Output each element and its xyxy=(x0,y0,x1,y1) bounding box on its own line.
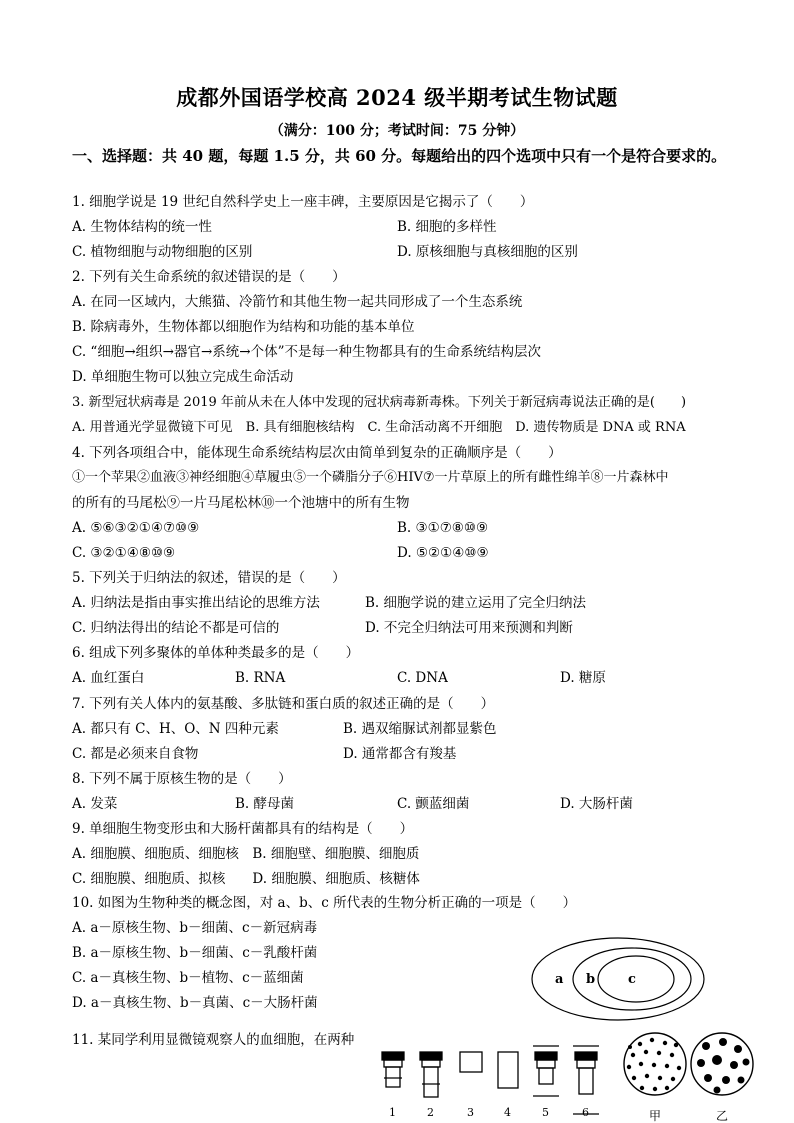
q11-stem: 11. 某同学利用显微镜观察人的血细胞，在两种 xyxy=(72,1032,355,1048)
objective-lens-5 xyxy=(533,1046,559,1096)
q6-option-a: A. 血红蛋白 xyxy=(72,670,145,686)
label-a: a xyxy=(555,972,564,987)
q6-option-d: D. 糖原 xyxy=(560,670,606,686)
lens-label-3: 3 xyxy=(467,1106,474,1119)
q1-stem: 1. 细胞学说是 19 世纪自然科学史上一座丰碑，主要原因是它揭示了（ ） xyxy=(72,194,534,210)
objective-lens-1 xyxy=(382,1052,404,1087)
q1-option-c: C. 植物细胞与动物细胞的区别 xyxy=(72,244,253,260)
label-c: c xyxy=(628,972,636,987)
q2-option-c: C. “细胞→组织→器官→系统→个体”不是每一种生物都具有的生命系统结构层次 xyxy=(72,344,541,360)
q8-option-d: D. 大肠杆菌 xyxy=(560,796,633,812)
q4-items-line2: 的所有的马尾松⑨一片马尾松林⑩一个池塘中的所有生物 xyxy=(72,495,410,511)
q1-option-b: B. 细胞的多样性 xyxy=(397,219,497,235)
q4-items-line1: ①一个苹果②血液③神经细胞④草履虫⑤一个磷脂分子⑥HIV⑦一片草原上的所有雌性绵羊⑧一片森林中 xyxy=(72,470,669,485)
q2-option-d: D. 单细胞生物可以独立完成生命活动 xyxy=(72,369,294,385)
q10-option-d: D. a－真核生物、b－真菌、c－大肠杆菌 xyxy=(72,995,318,1011)
q1-option-a: A. 生物体结构的统一性 xyxy=(72,219,212,235)
q4-option-c: C. ③②①④⑧⑩⑨ xyxy=(72,545,176,561)
label-b: b xyxy=(586,972,596,987)
q5-option-b: B. 细胞学说的建立运用了完全归纳法 xyxy=(365,595,587,611)
exam-subtitle: （满分：100 分；考试时间：75 分钟） xyxy=(269,123,525,139)
q9-stem: 9. 单细胞生物变形虫和大肠杆菌都具有的结构是（ ） xyxy=(72,821,414,837)
q4-stem: 4. 下列各项组合中，能体现生命系统结构层次由简单到复杂的正确顺序是（ ） xyxy=(72,445,562,461)
objective-lens-2 xyxy=(420,1052,442,1097)
q10-option-c: C. a－真核生物、b－植物、c－蓝细菌 xyxy=(72,970,304,986)
q2-stem: 2. 下列有关生命系统的叙述错误的是（ ） xyxy=(72,269,346,285)
q8-option-c: C. 颤蓝细菌 xyxy=(397,796,470,812)
q10-option-b: B. a－原核生物、b－细菌、c－乳酸杆菌 xyxy=(72,945,318,961)
blood-cells-jia xyxy=(627,1038,681,1091)
exam-title: 成都外国语学校高 2024 级半期考试生物试题 xyxy=(176,85,618,110)
q2-option-a: A. 在同一区域内，大熊猫、冷箭竹和其他生物一起共同形成了一个生态系统 xyxy=(72,294,523,310)
lens-label-1: 1 xyxy=(389,1106,396,1119)
concept-diagram xyxy=(528,935,708,1025)
q10-stem: 10. 如图为生物种类的概念图，对 a、b、c 所代表的生物分析正确的一项是（ ） xyxy=(72,895,577,911)
q8-option-b: B. 酵母菌 xyxy=(235,796,295,812)
q7-option-a: A. 都只有 C、H、O、N 四种元素 xyxy=(72,721,279,737)
q6-option-c: C. DNA xyxy=(397,670,448,686)
q8-stem: 8. 下列不属于原核生物的是（ ） xyxy=(72,771,292,787)
blood-cells-yi xyxy=(697,1038,750,1094)
ellipse-c xyxy=(598,956,674,1002)
lens-label-2: 2 xyxy=(427,1106,434,1119)
q4-option-d: D. ⑤②①④⑩⑨ xyxy=(397,545,489,561)
q9-options-line1: A. 细胞膜、细胞质、细胞核 B. 细胞壁、细胞膜、细胞质 xyxy=(72,846,420,862)
lens-label-6: 6 xyxy=(582,1106,589,1119)
q5-stem: 5. 下列关于归纳法的叙述，错误的是（ ） xyxy=(72,570,346,586)
q3-stem: 3. 新型冠状病毒是 2019 年前从未在人体中发现的冠状病毒新毒株。下列关于新冠病毒说法正确的是( ) xyxy=(72,395,687,410)
q3-options: A. 用普通光学显微镜下可见 B. 具有细胞核结构 C. 生命活动离不开细胞 D. 遗传物质是 DNA 或 RNA xyxy=(72,420,686,435)
objective-lens-6 xyxy=(573,1046,599,1114)
q5-option-a: A. 归纳法是指由事实推出结论的思维方法 xyxy=(72,595,320,611)
q7-option-c: C. 都是必须来自食物 xyxy=(72,746,199,762)
q5-option-d: D. 不完全归纳法可用来预测和判断 xyxy=(365,620,573,636)
field-of-view-jia xyxy=(624,1033,686,1122)
q7-option-b: B. 遇双缩脲试剂都显紫色 xyxy=(343,721,497,737)
microscope-figure xyxy=(370,1022,770,1122)
q10-option-a: A. a－原核生物、b－细菌、c－新冠病毒 xyxy=(72,920,318,936)
q7-stem: 7. 下列有关人体内的氨基酸、多肽链和蛋白质的叙述正确的是（ ） xyxy=(72,696,495,712)
field-of-view-yi xyxy=(691,1033,753,1122)
section-heading: 一、选择题：共 40 题，每题 1.5 分，共 60 分。每题给出的四个选项中只有一个是符合要求的。 xyxy=(72,147,727,165)
view-label-jia: 甲 xyxy=(649,1109,662,1122)
q2-option-b: B. 除病毒外，生物体都以细胞作为结构和功能的基本单位 xyxy=(72,319,415,335)
q6-stem: 6. 组成下列多聚体的单体种类最多的是（ ） xyxy=(72,645,360,661)
q6-option-b: B. RNA xyxy=(235,670,286,686)
view-label-yi: 乙 xyxy=(716,1109,729,1122)
lens-label-5: 5 xyxy=(542,1106,549,1119)
lens-label-4: 4 xyxy=(504,1106,511,1119)
q4-option-a: A. ⑤⑥③②①④⑦⑩⑨ xyxy=(72,520,200,536)
q4-option-b: B. ③①⑦⑧⑩⑨ xyxy=(397,520,489,536)
q7-option-d: D. 通常都含有羧基 xyxy=(343,746,457,762)
eyepiece-lens-3 xyxy=(460,1052,482,1072)
q9-options-line2: C. 细胞膜、细胞质、拟核 D. 细胞膜、细胞质、核糖体 xyxy=(72,871,420,887)
q8-option-a: A. 发菜 xyxy=(72,796,118,812)
eyepiece-lens-4 xyxy=(498,1052,518,1088)
q1-option-d: D. 原核细胞与真核细胞的区别 xyxy=(397,244,578,260)
q5-option-c: C. 归纳法得出的结论不都是可信的 xyxy=(72,620,280,636)
